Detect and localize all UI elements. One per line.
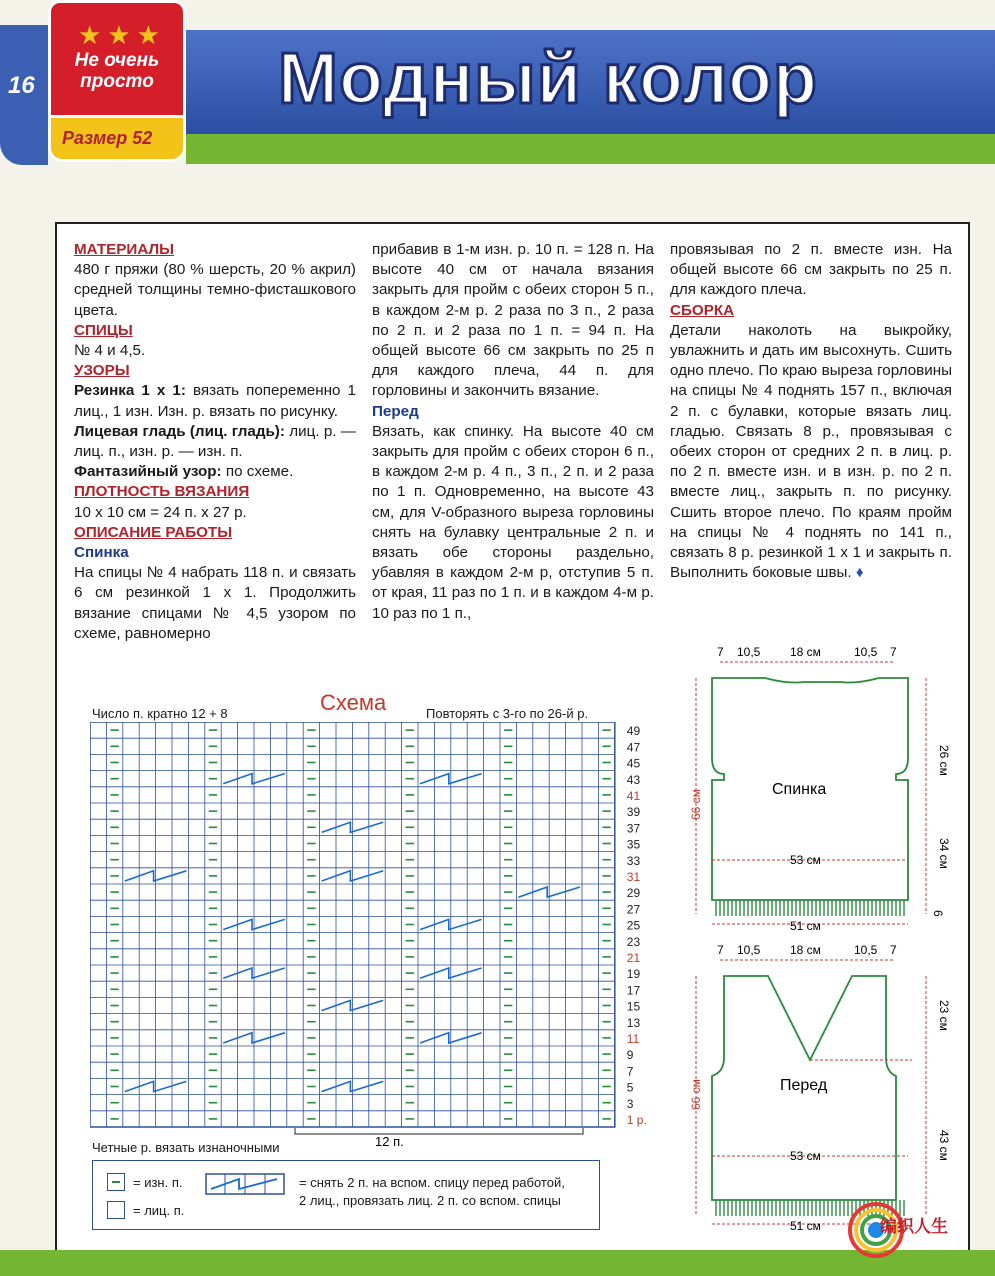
text-column-1: [74, 240, 356, 644]
row-label: 35: [626, 837, 641, 852]
needles-heading: СПИЦЫ: [74, 321, 133, 339]
front-top-dims: [717, 943, 897, 960]
row-label: 47: [626, 740, 641, 755]
front-neck-depth: 23 см: [937, 1000, 951, 1031]
fancy-text: по схеме.: [225, 463, 294, 481]
front-label: Перед: [780, 1077, 828, 1094]
row-label: 15: [626, 999, 641, 1014]
front-height: 66 см: [689, 1079, 703, 1110]
row-label: 5: [626, 1080, 634, 1095]
chart-row-labels: [627, 724, 647, 1127]
back-dim-1: 7: [717, 645, 724, 659]
garment-diagrams: [682, 640, 952, 1240]
front-dim-2: 10,5: [737, 943, 761, 957]
front-dim-3: 18 см: [790, 943, 821, 957]
back-heading: Спинка: [74, 544, 129, 562]
front-diagram: [689, 943, 951, 1233]
row-label: 39: [626, 805, 641, 820]
scheme-repeat-note: Повторять с 3-го по 26-й р.: [426, 706, 589, 721]
front-text-continued: провязывая по 2 п. вместе изн. На общей высоте 66 см закрыть по 25 п. для каждого плеча.: [670, 241, 952, 299]
even-rows-note: Четные р. вязать изнаночными: [92, 1140, 280, 1155]
row-label: 29: [626, 886, 641, 901]
back-height: 66 см: [689, 789, 703, 820]
knitting-chart: [90, 722, 650, 1152]
front-dim-1: 7: [717, 943, 724, 957]
back-dim-3: 18 см: [790, 645, 821, 659]
materials-heading: МАТЕРИАЛЫ: [74, 241, 174, 258]
row-label: 41: [626, 789, 641, 803]
row-label: 31: [626, 870, 641, 884]
legend-purl: = изн. п.: [133, 1175, 183, 1190]
repeat-label: 12 п.: [375, 1134, 404, 1149]
chart-grid: [90, 722, 615, 1127]
row-label: 3: [626, 1096, 634, 1111]
difficulty-line-1: Не очень: [74, 50, 160, 71]
row-label: 21: [626, 951, 641, 965]
end-mark-icon: ♦: [855, 564, 864, 582]
fancy-label: Фантазийный узор:: [74, 463, 222, 481]
text-column-2: [372, 240, 654, 624]
rib-label: Резинка 1 х 1:: [74, 382, 186, 400]
stockinette-label: Лицевая гладь (лиц. гладь):: [74, 422, 285, 440]
green-band: [186, 134, 995, 164]
back-body: 34 см: [937, 838, 951, 869]
row-label: 27: [626, 902, 641, 917]
front-heading: Перед: [372, 402, 419, 420]
row-label: 17: [626, 983, 641, 998]
front-text: Вязать, как спинку. На высоте 40 см закрыть для пройм с обеих сторон 6 п., в каждом 2-м р. 4 п., 3 п., 2 п. и 2 раза по 1 п. Одновременно, на высоте 43 см, для V-образного выреза горловины снять на булавку центральные 2 п. и вязать обе стороны раздельно, убавляя в каждом 2-м р, отступив 5 п. от края, 11 раз по 1 п. и в каждом 4-м р. 10 раз по 1 п.,: [372, 422, 654, 622]
row-label: 25: [626, 918, 641, 933]
row-label: 23: [626, 934, 641, 949]
row-label: 11: [626, 1032, 640, 1046]
back-diagram: [689, 645, 951, 933]
row-label: 37: [626, 821, 641, 836]
gauge-heading: ПЛОТНОСТЬ ВЯЗАНИЯ: [74, 483, 250, 501]
row-label: 13: [626, 1015, 641, 1030]
back-dim-5: 7: [890, 645, 897, 659]
stockinette-text: лиц. р. — лиц. п., изн. р. — изн. п.: [74, 422, 356, 461]
stars-icon: ★★★: [78, 20, 166, 50]
front-dim-4: 10,5: [854, 943, 878, 957]
watermark-text: 编织人生: [880, 1217, 948, 1236]
back-armhole: 26 см: [937, 745, 951, 776]
front-dim-5: 7: [890, 943, 897, 957]
row-label: 19: [626, 967, 641, 982]
back-text: На спицы № 4 набрать 118 п. и связать 6 см резинкой 1 х 1. Продолжить вязание спицами № 4,5 узором по схеме, равномерно: [74, 564, 356, 642]
front-width-upper: 53 см: [790, 1149, 821, 1163]
cable-symbol-icon: [205, 1173, 285, 1195]
back-dim-4: 10,5: [854, 645, 878, 659]
row-label: 33: [626, 853, 641, 868]
legend-cable-line-1: = снять 2 п. на вспом. спицу перед работой,: [299, 1175, 565, 1190]
text-column-3: [670, 240, 952, 583]
row-label: 45: [626, 756, 641, 771]
repeat-bracket: [295, 1128, 583, 1149]
back-rib-height: 6: [931, 910, 945, 917]
row-label: 9: [626, 1048, 634, 1063]
rib-text: вязать попеременно 1 лиц., 1 изн. Изн. р. вязать по рисунку.: [74, 382, 356, 420]
back-dim-2: 10,5: [737, 645, 761, 659]
difficulty-label: [58, 50, 176, 92]
page-title: Модный колор: [278, 39, 818, 119]
scheme-title: Схема: [320, 690, 387, 715]
row-label: 43: [626, 772, 641, 787]
back-text-continued: прибавив в 1-м изн. р. 10 п. = 128 п. На высоте 40 см от начала вязания закрыть для пройм с обеих сторон 5 п., в каждом 2-м р. 2 раза по 3 п., 2 раза по 2 п. и 2 раза по 1 п. = 94 п. На общей высоте 66 см закрыть по 25 п для каждого плеча, 44 п. для горловины и закончить вязание.: [372, 241, 654, 400]
page-number: 16: [8, 72, 35, 99]
front-width-lower: 51 см: [790, 1219, 821, 1233]
chart-legend: [92, 1160, 600, 1230]
row-label: 49: [626, 724, 641, 739]
page-header: [0, 0, 995, 168]
scheme-multiple-note: Число п. кратно 12 + 8: [92, 706, 228, 721]
back-label: Спинка: [772, 781, 827, 798]
patterns-heading: УЗОРЫ: [74, 362, 130, 380]
row-label: 1 р.: [626, 1113, 647, 1127]
size-label: Размер 52: [62, 128, 153, 148]
back-rib: [716, 900, 904, 916]
needles-text: № 4 и 4,5.: [74, 342, 146, 360]
knit-symbol-icon: [107, 1201, 125, 1219]
back-width-lower: 51 см: [790, 919, 821, 933]
purl-symbol-icon: [107, 1173, 125, 1191]
back-top-dims: [717, 645, 897, 662]
legend-knit: = лиц. п.: [133, 1203, 185, 1218]
assembly-text: Детали наколоть на выкройку, увлажнить и дать им высохнуть. Сшить одно плечо. По краю выреза горловины на спицы № 4 поднять 157 п., включая 2 п. с булавки, которые вязать лиц. гладью. Связать 8 р., провязывая с обеих сторон от средних 2 п. в лиц. р. по 2 п. вместе изн. и в изн. р. по 2 п. вместе лиц., закрыть п. по рисунку. Сшить второе плечо. По краям пройм на спицы № 4 поднять по 141 п., связать 8 р. резинкой 1 х 1 и закрыть п. Выполнить боковые швы.: [670, 321, 952, 582]
description-heading: ОПИСАНИЕ РАБОТЫ: [74, 523, 233, 541]
front-body: 43 см: [937, 1130, 951, 1161]
back-width-upper: 53 см: [790, 853, 821, 867]
difficulty-line-2: просто: [80, 71, 154, 92]
materials-text: 480 г пряжи (80 % шерсть, 20 % акрил) средней толщины темно-фисташкового цвета.: [74, 261, 356, 319]
assembly-heading: СБОРКА: [670, 301, 735, 319]
gauge-text: 10 х 10 см = 24 п. х 27 р.: [74, 503, 247, 521]
row-label: 7: [626, 1064, 634, 1079]
legend-cable-line-2: 2 лиц., провязать лиц. 2 п. со вспом. спицы: [299, 1193, 561, 1208]
